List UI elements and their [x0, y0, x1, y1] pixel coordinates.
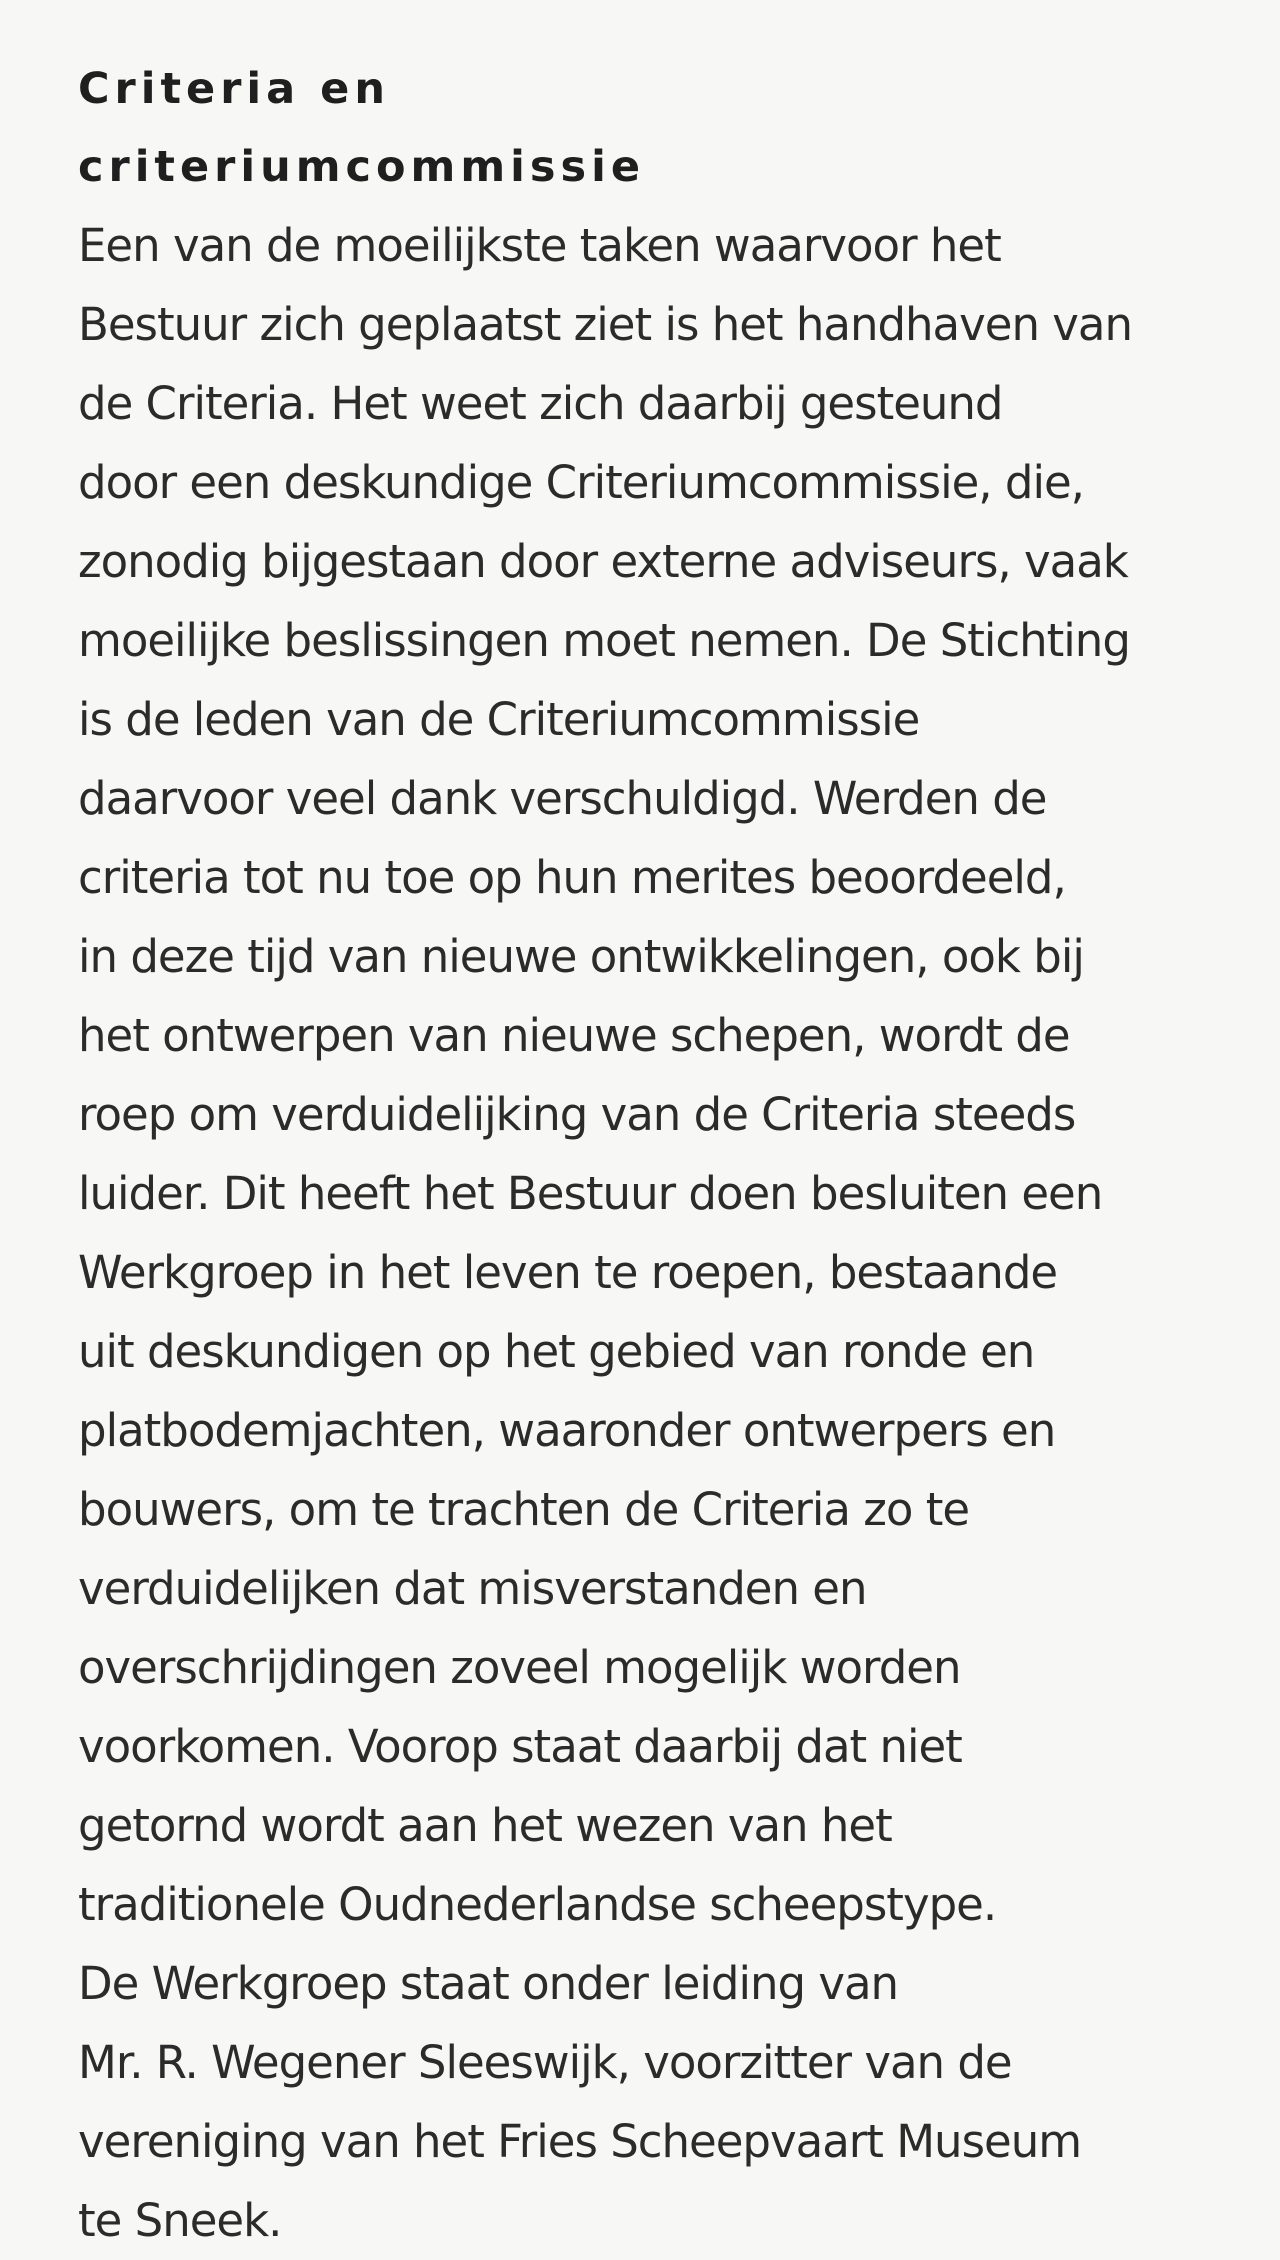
body-line: roep om verduidelijking van de Criteria steeds	[78, 1088, 1076, 1141]
body-line: door een deskundige Criteriumcommissie, die,	[78, 456, 1084, 509]
body-line: voorkomen. Voorop staat daarbij dat niet	[78, 1720, 962, 1773]
body-line: overschrijdingen zoveel mogelijk worden	[78, 1641, 961, 1694]
body-line: Mr. R. Wegener Sleeswijk, voorzitter van de	[78, 2036, 1012, 2089]
body-line: verduidelijken dat misverstanden en	[78, 1562, 867, 1615]
body-line: Werkgroep in het leven te roepen, bestaande	[78, 1246, 1058, 1299]
body-line: traditionele Oudnederlandse scheepstype.	[78, 1878, 997, 1931]
body-line: bouwers, om te trachten de Criteria zo te	[78, 1483, 970, 1536]
body-line: het ontwerpen van nieuwe schepen, wordt de	[78, 1009, 1070, 1062]
heading-line: criteriumcommissie	[78, 142, 645, 192]
body-line: daarvoor veel dank verschuldigd. Werden de	[78, 772, 1047, 825]
body-paragraph	[78, 206, 1240, 2260]
body-line: zonodig bijgestaan door externe adviseurs, vaak	[78, 535, 1128, 588]
body-line: getornd wordt aan het wezen van het	[78, 1799, 892, 1852]
body-line: Bestuur zich geplaatst ziet is het handhaven van	[78, 298, 1132, 351]
body-line: Een van de moeilijkste taken waarvoor het	[78, 219, 1001, 272]
section-heading	[78, 50, 1240, 206]
body-line: moeilijke beslissingen moet nemen. De Stichting	[78, 614, 1130, 667]
body-line: in deze tijd van nieuwe ontwikkelingen, ook bij	[78, 930, 1084, 983]
body-line: luider. Dit heeft het Bestuur doen besluiten een	[78, 1167, 1103, 1220]
body-line: platbodemjachten, waaronder ontwerpers en	[78, 1404, 1056, 1457]
body-line: uit deskundigen op het gebied van ronde en	[78, 1325, 1035, 1378]
heading-line: Criteria en	[78, 64, 390, 114]
body-line: te Sneek.	[78, 2194, 282, 2247]
body-line: is de leden van de Criteriumcommissie	[78, 693, 920, 746]
body-line: De Werkgroep staat onder leiding van	[78, 1957, 899, 2010]
body-line: vereniging van het Fries Scheepvaart Museum	[78, 2115, 1082, 2168]
body-line: criteria tot nu toe op hun merites beoordeeld,	[78, 851, 1066, 904]
body-line: de Criteria. Het weet zich daarbij gesteund	[78, 377, 1003, 430]
